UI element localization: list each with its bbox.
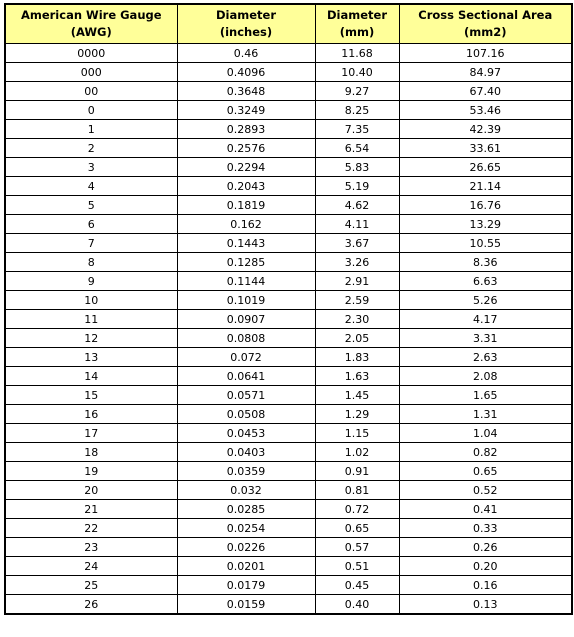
header-awg [5,4,177,44]
table-row [5,120,572,139]
diameter-inches-cell: 0.0403 [177,443,315,462]
diameter-mm-cell: 4.62 [315,196,399,215]
area-mm2-cell: 107.16 [399,44,572,63]
awg-cell: 25 [5,576,177,595]
table-row [5,101,572,120]
awg-cell: 12 [5,329,177,348]
area-mm2-cell: 67.40 [399,82,572,101]
area-mm2-cell: 4.17 [399,310,572,329]
awg-cell: 8 [5,253,177,272]
awg-cell: 16 [5,405,177,424]
diameter-inches-cell: 0.2294 [177,158,315,177]
area-mm2-cell: 84.97 [399,63,572,82]
awg-cell: 0 [5,101,177,120]
diameter-inches-cell: 0.0159 [177,595,315,615]
area-mm2-cell: 0.65 [399,462,572,481]
table-row [5,253,572,272]
header-diameter-mm-line2: (mm) [339,25,375,39]
area-mm2-cell: 0.82 [399,443,572,462]
diameter-inches-cell: 0.0808 [177,329,315,348]
diameter-inches-cell: 0.3648 [177,82,315,101]
diameter-inches-cell: 0.032 [177,481,315,500]
table-row [5,481,572,500]
area-mm2-cell: 2.63 [399,348,572,367]
table-row [5,63,572,82]
diameter-inches-cell: 0.1819 [177,196,315,215]
table-row [5,196,572,215]
diameter-inches-cell: 0.0641 [177,367,315,386]
awg-cell: 26 [5,595,177,615]
header-area-line2: (mm2) [464,25,507,39]
diameter-mm-cell: 1.83 [315,348,399,367]
area-mm2-cell: 0.41 [399,500,572,519]
header-awg-line2: (AWG) [70,25,112,39]
diameter-inches-cell: 0.0226 [177,538,315,557]
awg-cell: 10 [5,291,177,310]
awg-cell: 3 [5,158,177,177]
diameter-mm-cell: 8.25 [315,101,399,120]
table-row [5,538,572,557]
diameter-inches-cell: 0.0453 [177,424,315,443]
diameter-mm-cell: 0.81 [315,481,399,500]
area-mm2-cell: 5.26 [399,291,572,310]
table-row [5,519,572,538]
area-mm2-cell: 1.04 [399,424,572,443]
table-row [5,576,572,595]
awg-cell: 24 [5,557,177,576]
table-row [5,405,572,424]
area-mm2-cell: 2.08 [399,367,572,386]
awg-cell: 23 [5,538,177,557]
awg-cell: 7 [5,234,177,253]
diameter-inches-cell: 0.1019 [177,291,315,310]
diameter-inches-cell: 0.0201 [177,557,315,576]
table-row [5,595,572,615]
diameter-inches-cell: 0.0254 [177,519,315,538]
header-diameter-mm-line1: Diameter [327,8,387,22]
diameter-inches-cell: 0.162 [177,215,315,234]
table-row [5,234,572,253]
diameter-mm-cell: 9.27 [315,82,399,101]
area-mm2-cell: 33.61 [399,139,572,158]
table-row [5,329,572,348]
diameter-inches-cell: 0.0571 [177,386,315,405]
area-mm2-cell: 10.55 [399,234,572,253]
diameter-mm-cell: 2.05 [315,329,399,348]
header-diameter-mm [315,4,399,44]
awg-cell: 2 [5,139,177,158]
area-mm2-cell: 42.39 [399,120,572,139]
area-mm2-cell: 13.29 [399,215,572,234]
diameter-inches-cell: 0.0359 [177,462,315,481]
area-mm2-cell: 1.31 [399,405,572,424]
diameter-mm-cell: 11.68 [315,44,399,63]
diameter-mm-cell: 0.72 [315,500,399,519]
area-mm2-cell: 1.65 [399,386,572,405]
table-row [5,310,572,329]
table-row [5,272,572,291]
diameter-mm-cell: 0.65 [315,519,399,538]
header-awg-line1: American Wire Gauge [20,8,162,22]
awg-cell: 1 [5,120,177,139]
diameter-mm-cell: 3.67 [315,234,399,253]
header-area-line1: Cross Sectional Area [418,8,553,22]
diameter-inches-cell: 0.0907 [177,310,315,329]
area-mm2-cell: 53.46 [399,101,572,120]
area-mm2-cell: 0.20 [399,557,572,576]
area-mm2-cell: 16.76 [399,196,572,215]
area-mm2-cell: 26.65 [399,158,572,177]
awg-cell: 13 [5,348,177,367]
diameter-mm-cell: 4.11 [315,215,399,234]
awg-cell: 18 [5,443,177,462]
diameter-mm-cell: 3.26 [315,253,399,272]
table-row [5,291,572,310]
table-row [5,215,572,234]
awg-cell: 19 [5,462,177,481]
wire-gauge-table-container [4,3,573,615]
diameter-mm-cell: 10.40 [315,63,399,82]
table-row [5,82,572,101]
awg-cell: 17 [5,424,177,443]
diameter-inches-cell: 0.2893 [177,120,315,139]
table-row [5,44,572,63]
awg-cell: 22 [5,519,177,538]
table-body [5,44,572,615]
diameter-inches-cell: 0.0179 [177,576,315,595]
table-row [5,443,572,462]
awg-cell: 14 [5,367,177,386]
table-row [5,462,572,481]
header-diameter-inches-line2: (inches) [219,25,273,39]
diameter-mm-cell: 2.59 [315,291,399,310]
table-row [5,177,572,196]
area-mm2-cell: 0.26 [399,538,572,557]
table-row [5,500,572,519]
diameter-mm-cell: 1.15 [315,424,399,443]
diameter-inches-cell: 0.0285 [177,500,315,519]
awg-cell: 00 [5,82,177,101]
diameter-mm-cell: 0.91 [315,462,399,481]
awg-cell: 21 [5,500,177,519]
area-mm2-cell: 3.31 [399,329,572,348]
diameter-inches-cell: 0.1285 [177,253,315,272]
diameter-mm-cell: 1.02 [315,443,399,462]
table-row [5,158,572,177]
table-row [5,557,572,576]
area-mm2-cell: 0.16 [399,576,572,595]
diameter-inches-cell: 0.1144 [177,272,315,291]
diameter-inches-cell: 0.2576 [177,139,315,158]
diameter-mm-cell: 5.19 [315,177,399,196]
diameter-inches-cell: 0.4096 [177,63,315,82]
diameter-inches-cell: 0.46 [177,44,315,63]
awg-cell: 11 [5,310,177,329]
diameter-mm-cell: 2.91 [315,272,399,291]
awg-cell: 0000 [5,44,177,63]
header-row [5,4,572,44]
diameter-mm-cell: 0.57 [315,538,399,557]
diameter-mm-cell: 0.40 [315,595,399,615]
table-row [5,348,572,367]
table-row [5,367,572,386]
table-row [5,386,572,405]
diameter-inches-cell: 0.0508 [177,405,315,424]
diameter-inches-cell: 0.072 [177,348,315,367]
area-mm2-cell: 0.13 [399,595,572,615]
awg-cell: 4 [5,177,177,196]
awg-cell: 9 [5,272,177,291]
area-mm2-cell: 0.33 [399,519,572,538]
area-mm2-cell: 0.52 [399,481,572,500]
header-diameter-inches [177,4,315,44]
wire-gauge-table [4,3,573,615]
area-mm2-cell: 8.36 [399,253,572,272]
table-row [5,424,572,443]
diameter-mm-cell: 0.45 [315,576,399,595]
diameter-mm-cell: 5.83 [315,158,399,177]
diameter-mm-cell: 6.54 [315,139,399,158]
header-cross-sectional-area [399,4,572,44]
diameter-inches-cell: 0.3249 [177,101,315,120]
awg-cell: 5 [5,196,177,215]
diameter-mm-cell: 1.29 [315,405,399,424]
diameter-mm-cell: 1.45 [315,386,399,405]
header-diameter-inches-line1: Diameter [216,8,276,22]
diameter-inches-cell: 0.1443 [177,234,315,253]
area-mm2-cell: 6.63 [399,272,572,291]
diameter-inches-cell: 0.2043 [177,177,315,196]
area-mm2-cell: 21.14 [399,177,572,196]
diameter-mm-cell: 0.51 [315,557,399,576]
table-header [5,4,572,44]
diameter-mm-cell: 7.35 [315,120,399,139]
awg-cell: 6 [5,215,177,234]
awg-cell: 20 [5,481,177,500]
diameter-mm-cell: 1.63 [315,367,399,386]
diameter-mm-cell: 2.30 [315,310,399,329]
awg-cell: 15 [5,386,177,405]
table-row [5,139,572,158]
awg-cell: 000 [5,63,177,82]
